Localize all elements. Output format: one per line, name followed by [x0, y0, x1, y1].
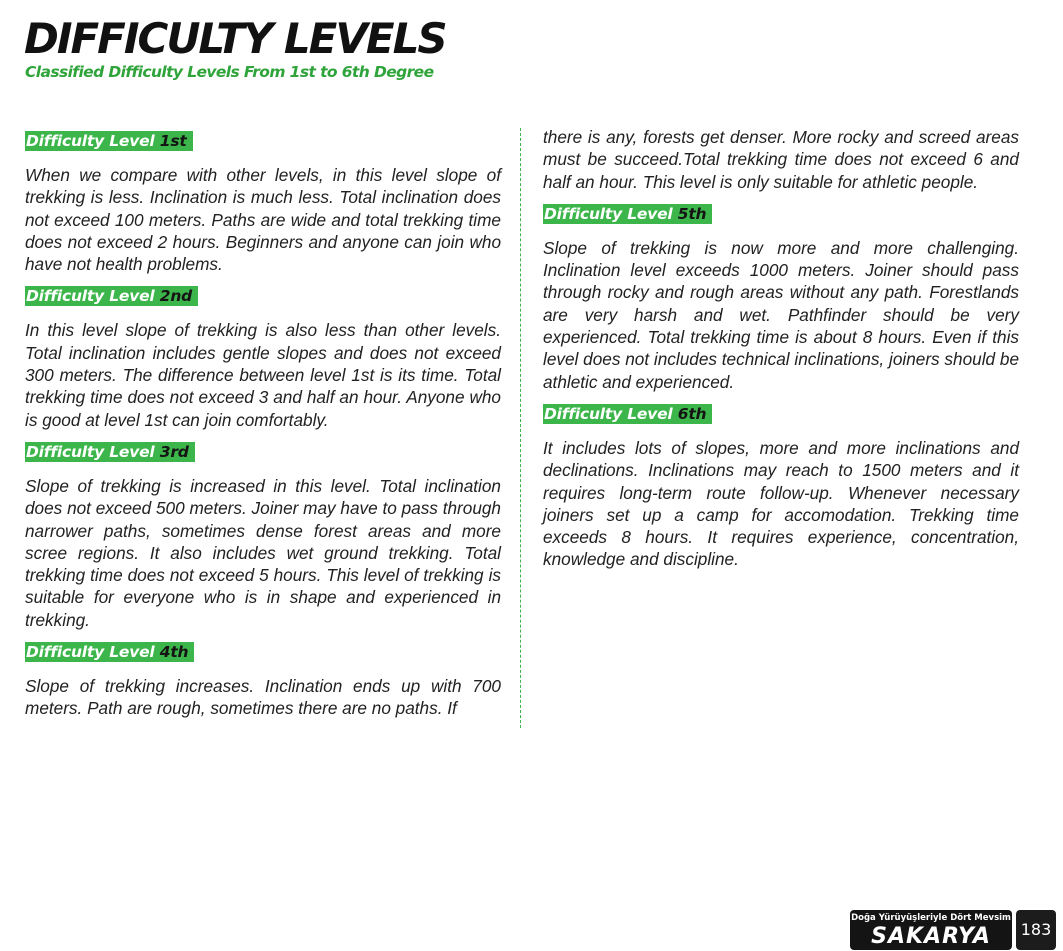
level-4-label: Difficulty Level	[26, 643, 155, 662]
left-column	[25, 131, 501, 731]
level-6-label: Difficulty Level	[544, 404, 673, 423]
level-3-label: Difficulty Level	[26, 442, 155, 461]
sakarya-logo	[850, 910, 1012, 950]
level-4-description-continued: there is any, forests get denser. More rocky and screed areas must be succeed.Total trekking time does not exceed 6 and half an hour. This level is only suitable for athletic people.	[543, 127, 1019, 192]
level-1-heading	[25, 131, 193, 151]
level-5-ordinal: 5th	[677, 204, 707, 223]
level-1-label: Difficulty Level	[26, 132, 155, 150]
page-title: DIFFICULTY LEVELS	[24, 14, 446, 63]
level-5-description: Slope of trekking is now more and more challenging. Inclination level exceeds 1000 meters. Joiner should pass through rocky and rough areas without any path. Forestlands are very harsh and wet. Pathfinder should be very experienced. Total trekking time is about 8 hours. Even if this level does not includes technical inclinations, joiners should be athletic and experienced.	[543, 237, 1019, 392]
logo-brand: SAKARYA	[871, 924, 991, 949]
level-2-label: Difficulty Level	[26, 287, 155, 306]
page-number: 183	[1016, 910, 1056, 950]
level-1-description: When we compare with other levels, in this level slope of trekking is less. Inclination is much less. Total inclination does not exceed 100 meters. Paths are wide and total trekking time does not exceed 2 hours. Beginners and anyone can join who have not health problems.	[25, 165, 501, 275]
level-4-description: Slope of trekking increases. Inclination ends up with 700 meters. Path are rough, sometimes there are no paths. If	[25, 676, 501, 719]
column-divider	[520, 128, 521, 728]
page-subtitle: Classified Difficulty Levels From 1st to 6th Degree	[25, 63, 434, 81]
level-2-heading	[25, 286, 198, 306]
right-column	[543, 126, 1019, 582]
level-2-description: In this level slope of trekking is also less than other levels. Total inclination includes gentle slopes and does not exceed 300 meters. The difference between level 1st is its time. Total trekking time does not exceed 3 and half an hour. Anyone who is good at level 1st can join comfortably.	[25, 320, 501, 430]
level-6-ordinal: 6th	[677, 404, 707, 423]
level-2-ordinal: 2nd	[159, 287, 193, 306]
level-4-ordinal: 4th	[159, 643, 189, 662]
level-5-heading	[543, 204, 712, 224]
level-4-heading	[25, 642, 194, 662]
level-3-description: Slope of trekking is increased in this level. Total inclination does not exceed 500 meters. Joiner may have to pass through narrower paths, sometimes dense forest areas and more scree regions. It also includes wet ground trekking. Total trekking time does not exceed 5 hours. This level of trekking is suitable for everyone who is in shape and experienced in trekking.	[25, 475, 501, 630]
level-6-description: It includes lots of slopes, more and more inclinations and declinations. Inclinations may reach to 1500 meters and it requires long-term route follow-up. Whenever necessary joiners set up a camp for accomodation. Trekking time exceeds 8 hours. It requires experience, concentration, knowledge and discipline.	[543, 437, 1019, 570]
level-6-heading	[543, 404, 712, 424]
logo-tagline: Doğa Yürüyüşleriyle Dört Mevsim	[851, 913, 1011, 923]
level-1-ordinal: 1st	[159, 132, 187, 150]
level-5-label: Difficulty Level	[544, 204, 673, 223]
level-3-heading	[25, 442, 195, 462]
level-3-ordinal: 3rd	[159, 442, 189, 461]
